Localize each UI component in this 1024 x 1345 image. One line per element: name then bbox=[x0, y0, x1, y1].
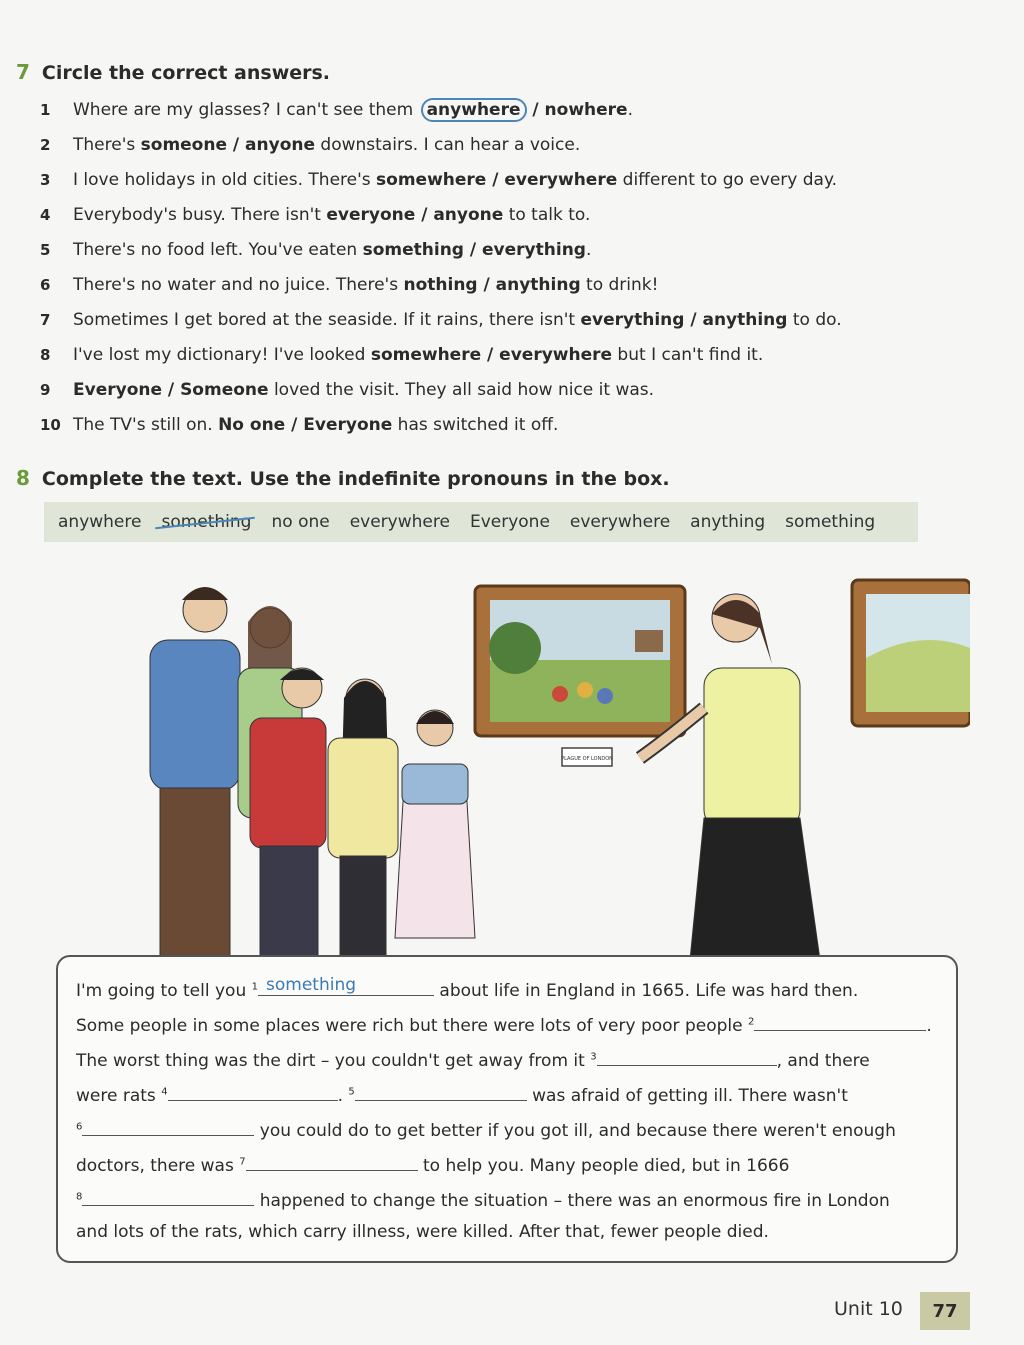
sentence-end: but I can't find it. bbox=[612, 345, 764, 365]
exercise-item bbox=[40, 100, 1000, 135]
family-figures bbox=[150, 587, 475, 958]
option-separator: / bbox=[481, 345, 500, 365]
landscape-painting bbox=[852, 580, 970, 726]
option-1[interactable]: No one bbox=[218, 415, 286, 435]
item-sentence bbox=[73, 415, 558, 435]
sentence-end: has switched it off. bbox=[392, 415, 559, 435]
gap-6[interactable] bbox=[82, 1117, 254, 1136]
gap-3[interactable] bbox=[597, 1047, 777, 1066]
option-2[interactable]: everywhere bbox=[499, 345, 613, 365]
gap-1-answer: something bbox=[266, 975, 357, 995]
text-line-6 bbox=[76, 1152, 789, 1176]
sentence-end: . bbox=[627, 100, 633, 120]
exercise-item bbox=[40, 380, 1000, 415]
text-fragment: to help you. Many people died, but in 1666 bbox=[417, 1156, 790, 1176]
item-number: 5 bbox=[40, 241, 51, 259]
option-separator: / bbox=[285, 415, 304, 435]
exercise-8-heading bbox=[16, 466, 670, 490]
exercise-title: Complete the text. Use the indefinite pronouns in the box. bbox=[41, 468, 670, 490]
gap-4[interactable] bbox=[168, 1082, 338, 1101]
exercise-item bbox=[40, 275, 1000, 310]
option-1[interactable]: someone bbox=[140, 135, 227, 155]
gap-7[interactable] bbox=[246, 1152, 418, 1171]
gap-number: 5 bbox=[348, 1086, 355, 1098]
option-1[interactable]: everyone bbox=[326, 205, 416, 225]
text-fragment: I'm going to tell you bbox=[76, 981, 252, 1001]
exercise-item bbox=[40, 170, 1000, 205]
gap-number: 7 bbox=[239, 1156, 246, 1168]
sentence-start: Everybody's busy. There isn't bbox=[73, 205, 327, 225]
sentence-start: Sometimes I get bored at the seaside. If it rains, there isn't bbox=[73, 310, 581, 330]
sentence-start: The TV's still on. bbox=[73, 415, 219, 435]
option-2[interactable]: everywhere bbox=[504, 170, 618, 190]
sentence-start: There's no food left. You've eaten bbox=[73, 240, 363, 260]
option-1[interactable]: Everyone bbox=[73, 380, 163, 400]
exercise-item bbox=[40, 310, 1000, 345]
item-sentence bbox=[73, 100, 633, 120]
text-line-1 bbox=[76, 977, 858, 1001]
item-number: 8 bbox=[40, 346, 51, 364]
text-fragment: about life in England in 1665. Life was hard then. bbox=[434, 981, 859, 1001]
sentence-end: to do. bbox=[787, 310, 842, 330]
item-number: 2 bbox=[40, 136, 51, 154]
unit-label: Unit 10 bbox=[834, 1298, 903, 1320]
item-sentence bbox=[73, 275, 658, 295]
item-sentence bbox=[73, 310, 842, 330]
option-separator: / bbox=[684, 310, 703, 330]
text-fragment: you could do to get better if you got ill, and because there weren't enough bbox=[254, 1121, 896, 1141]
exercise-7-heading bbox=[16, 60, 330, 84]
option-separator: / bbox=[227, 135, 246, 155]
option-1[interactable]: nothing bbox=[403, 275, 478, 295]
svg-text:PLAGUE OF LONDON: PLAGUE OF LONDON bbox=[561, 756, 613, 762]
exercise-item bbox=[40, 345, 1000, 380]
option-2[interactable]: anything bbox=[495, 275, 581, 295]
exercise-number: 8 bbox=[16, 466, 30, 490]
text-line-2 bbox=[76, 1012, 932, 1036]
item-sentence bbox=[73, 135, 580, 155]
word-option: Everyone bbox=[469, 512, 550, 532]
item-number: 3 bbox=[40, 171, 51, 189]
gap-8[interactable] bbox=[82, 1187, 254, 1206]
sentence-end: to talk to. bbox=[503, 205, 591, 225]
gap-2[interactable] bbox=[754, 1012, 926, 1031]
word-option: something bbox=[785, 512, 876, 532]
gap-number: 3 bbox=[590, 1051, 597, 1063]
word-option: anywhere bbox=[58, 512, 142, 532]
exercise-number: 7 bbox=[16, 60, 30, 84]
text-fragment: happened to change the situation – there was an enormous fire in London bbox=[254, 1191, 890, 1211]
item-number: 7 bbox=[40, 311, 51, 329]
word-option: no one bbox=[271, 512, 330, 532]
text-fragment: were rats bbox=[76, 1086, 162, 1106]
exercise-item bbox=[40, 240, 1000, 275]
option-separator: / bbox=[463, 240, 483, 260]
option-2[interactable]: anyone bbox=[433, 205, 504, 225]
word-option: everywhere bbox=[569, 512, 671, 532]
word-option: everywhere bbox=[349, 512, 450, 532]
option-2[interactable]: everything bbox=[482, 240, 586, 260]
option-separator: / bbox=[486, 170, 505, 190]
gap-number: 8 bbox=[76, 1191, 83, 1203]
gap-5[interactable] bbox=[355, 1082, 527, 1101]
option-1[interactable]: anywhere bbox=[421, 98, 527, 122]
option-2[interactable]: anything bbox=[702, 310, 788, 330]
info-plaque bbox=[561, 748, 613, 766]
gap-number: 4 bbox=[161, 1086, 168, 1098]
option-separator: / bbox=[477, 275, 496, 295]
gap-number: 1 bbox=[251, 981, 258, 993]
text-fragment: and lots of the rats, which carry illness, were killed. After that, fewer people died. bbox=[76, 1222, 769, 1242]
sentence-start: I love holidays in old cities. There's bbox=[73, 170, 377, 190]
sentence-end: downstairs. I can hear a voice. bbox=[315, 135, 581, 155]
sentence-end: loved the visit. They all said how nice it was. bbox=[268, 380, 655, 400]
sentence-start: Where are my glasses? I can't see them bbox=[73, 100, 419, 120]
sentence-start: There's no water and no juice. There's bbox=[73, 275, 404, 295]
text-line-7 bbox=[76, 1187, 890, 1211]
sentence-end: . bbox=[585, 240, 592, 260]
item-number: 10 bbox=[40, 416, 61, 434]
sentence-end: to drink! bbox=[580, 275, 659, 295]
item-sentence bbox=[73, 240, 591, 260]
word-option: something bbox=[161, 512, 252, 532]
text-fragment: . bbox=[337, 1086, 349, 1106]
gap-number: 2 bbox=[747, 1016, 755, 1028]
sentence-start: I've lost my dictionary! I've looked bbox=[73, 345, 371, 365]
option-1[interactable]: somewhere bbox=[376, 170, 487, 190]
painting bbox=[475, 586, 685, 736]
sentence-end: different to go every day. bbox=[617, 170, 838, 190]
option-2[interactable]: anyone bbox=[245, 135, 316, 155]
option-separator: / bbox=[162, 380, 181, 400]
exercise-item bbox=[40, 135, 1000, 170]
item-number: 6 bbox=[40, 276, 51, 294]
item-number: 4 bbox=[40, 206, 51, 224]
exercise-7-items bbox=[40, 100, 1000, 450]
text-line-8 bbox=[76, 1222, 769, 1242]
text-line-3 bbox=[76, 1047, 870, 1071]
text-line-4 bbox=[76, 1082, 848, 1106]
word-option: anything bbox=[690, 512, 766, 532]
exercise-item bbox=[40, 415, 1000, 450]
gap-1[interactable] bbox=[258, 977, 434, 996]
exercise-title: Circle the correct answers. bbox=[41, 62, 331, 84]
item-number: 9 bbox=[40, 381, 51, 399]
gap-number: 6 bbox=[76, 1121, 83, 1133]
option-2[interactable]: Everyone bbox=[303, 415, 393, 435]
item-number: 1 bbox=[40, 101, 51, 119]
speech-text-box bbox=[56, 955, 958, 1263]
exercise-item bbox=[40, 205, 1000, 240]
item-sentence bbox=[73, 345, 763, 365]
word-box bbox=[44, 502, 918, 542]
text-fragment: , and there bbox=[776, 1051, 870, 1071]
option-1[interactable]: somewhere bbox=[370, 345, 482, 365]
option-separator: / bbox=[415, 205, 434, 225]
option-separator: / bbox=[526, 100, 545, 120]
museum-illustration bbox=[120, 568, 970, 960]
option-2[interactable]: Someone bbox=[180, 380, 269, 400]
option-1[interactable]: something bbox=[362, 240, 464, 260]
text-fragment: . bbox=[926, 1016, 932, 1036]
text-fragment: doctors, there was bbox=[76, 1156, 240, 1176]
text-line-5 bbox=[76, 1117, 896, 1141]
item-sentence bbox=[73, 170, 837, 190]
item-sentence bbox=[73, 205, 590, 225]
item-sentence bbox=[73, 380, 654, 400]
option-1[interactable]: everything bbox=[580, 310, 685, 330]
sentence-start: There's bbox=[73, 135, 141, 155]
option-2[interactable]: nowhere bbox=[544, 100, 628, 120]
text-fragment: The worst thing was the dirt – you couldn't get away from it bbox=[76, 1051, 591, 1071]
page-number: 77 bbox=[920, 1292, 970, 1330]
text-fragment: Some people in some places were rich but there were lots of very poor people bbox=[76, 1016, 748, 1036]
text-fragment: was afraid of getting ill. There wasn't bbox=[526, 1086, 848, 1106]
